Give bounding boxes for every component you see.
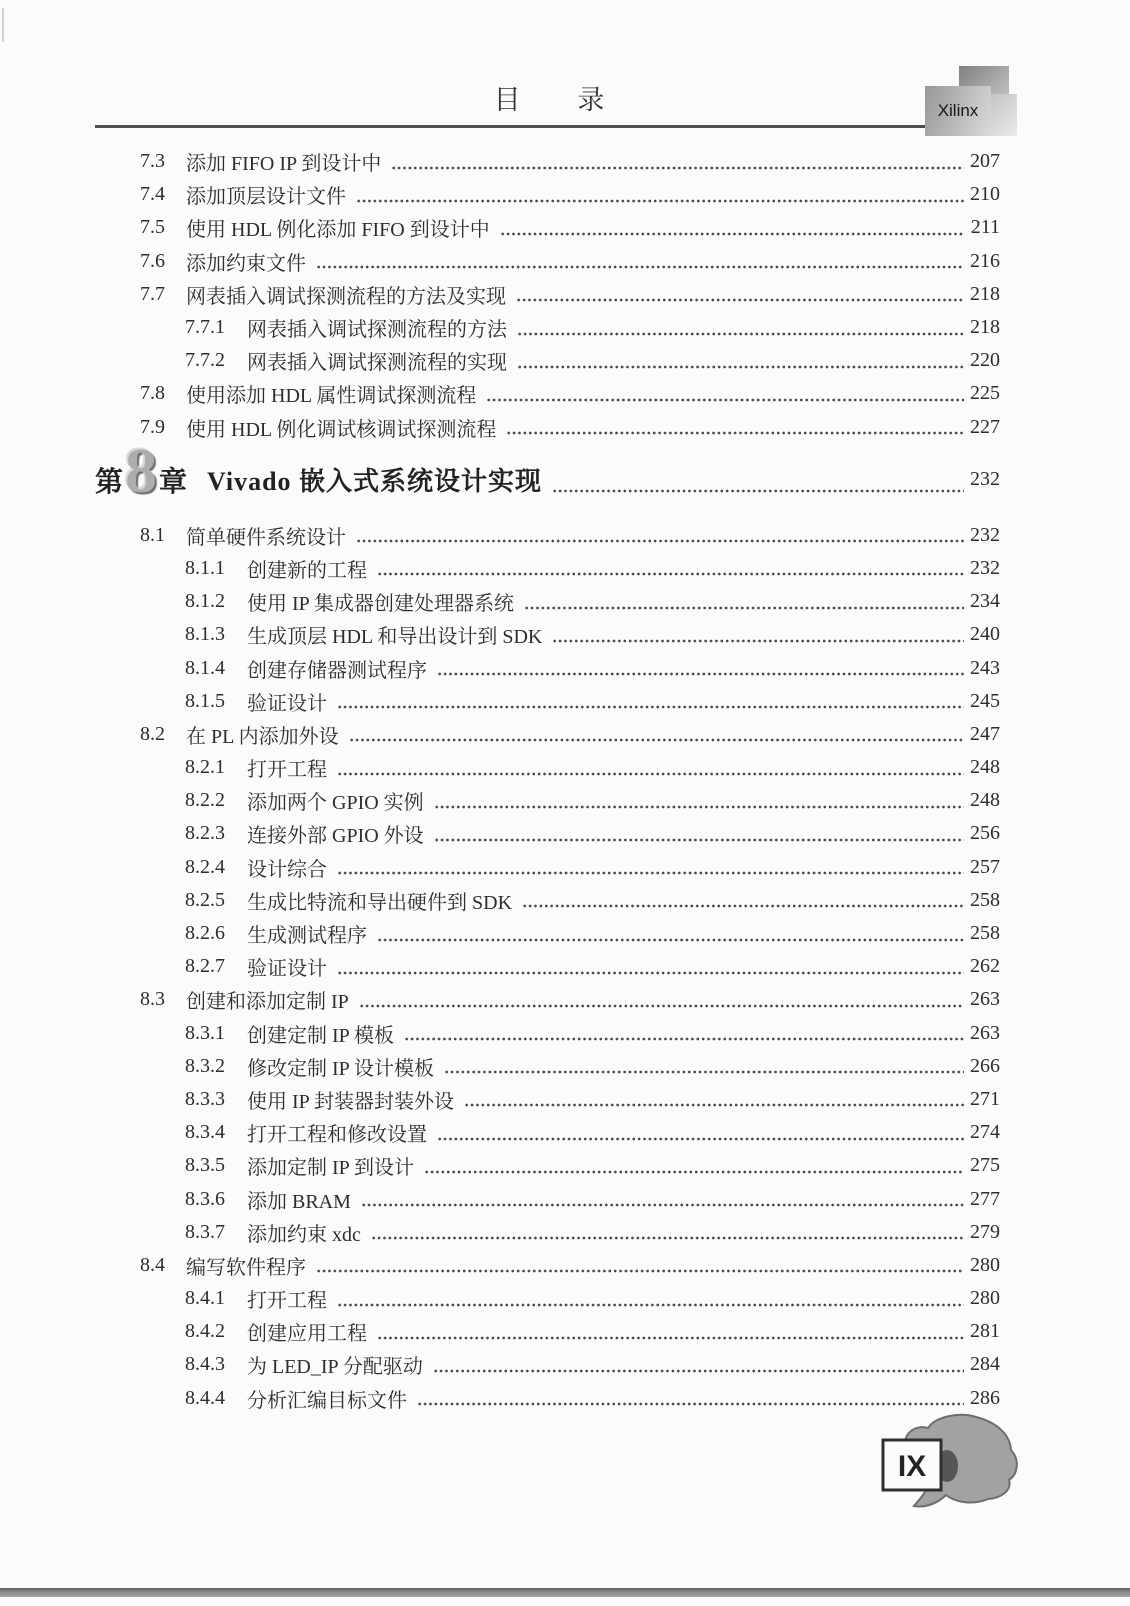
toc-entry-title: 创建存储器测试程序 [247, 659, 427, 682]
scan-edge-artifact [2, 8, 4, 42]
dotted-leader [517, 365, 964, 369]
dotted-leader [522, 904, 964, 908]
dotted-leader [337, 772, 964, 776]
toc-entry-page: 248 [970, 756, 1000, 779]
toc-entry-number: 8.3.7 [185, 1220, 225, 1243]
dotted-leader [506, 431, 964, 435]
toc-entry-title: 为 LED_IP 分配驱动 [247, 1356, 423, 1379]
toc-entry [95, 651, 1000, 684]
toc-entry-page: 258 [970, 922, 1000, 945]
toc-entry-number: 8.2.1 [185, 756, 225, 779]
toc-entry-page: 274 [970, 1121, 1000, 1144]
chapter-8-heading [95, 435, 1000, 511]
toc-content [95, 145, 1000, 1415]
dotted-leader [337, 1303, 964, 1307]
dotted-leader [361, 1203, 964, 1207]
toc-entry [95, 145, 1000, 178]
toc-entry-title: 使用 IP 封装器封装外设 [247, 1090, 455, 1113]
toc-entry-page: 279 [970, 1220, 1000, 1243]
dotted-leader [377, 938, 964, 942]
toc-entry-number: 8.4.3 [185, 1353, 225, 1376]
toc-entry-page: 225 [970, 382, 1000, 405]
dotted-leader [337, 871, 964, 875]
dotted-leader [433, 1369, 964, 1373]
toc-entry-number: 8.3.1 [185, 1021, 225, 1044]
page-number-hand-graphic [876, 1410, 1026, 1510]
dotted-leader [356, 199, 964, 203]
dotted-leader [464, 1103, 964, 1107]
dotted-leader [316, 1269, 964, 1273]
dotted-leader [337, 705, 964, 709]
toc-entry-page: 257 [970, 855, 1000, 878]
toc-entry-page: 234 [970, 590, 1000, 613]
toc-entry [95, 917, 1000, 950]
toc-entry-page: 243 [970, 656, 1000, 679]
toc-entry-page: 284 [970, 1353, 1000, 1376]
toc-entry-number: 7.5 [140, 216, 165, 239]
dotted-leader [377, 1336, 964, 1340]
toc-entry-title: 生成顶层 HDL 和导出设计到 SDK [247, 626, 543, 649]
dotted-leader [500, 232, 965, 236]
toc-entry-number: 8.3.2 [185, 1054, 225, 1077]
dotted-leader [437, 1137, 964, 1141]
toc-entry [95, 178, 1000, 211]
toc-entry-number: 8.3.5 [185, 1154, 225, 1177]
toc-entry-title: 设计综合 [247, 858, 327, 881]
toc-entry [95, 618, 1000, 651]
toc-entry-page: 256 [970, 822, 1000, 845]
toc-entry [95, 585, 1000, 618]
toc-entry [95, 718, 1000, 751]
logo-text: Xilinx [937, 101, 979, 120]
toc-entry [95, 1149, 1000, 1182]
toc-entry-title: 添加约束 xdc [247, 1223, 361, 1246]
toc-entry-title: 打开工程和修改设置 [247, 1124, 427, 1147]
toc-entry-page: 281 [970, 1320, 1000, 1343]
dotted-leader [444, 1070, 964, 1074]
toc-entry [95, 278, 1000, 311]
toc-entry-page: 286 [970, 1386, 1000, 1409]
toc-entry-title: 添加 BRAM [247, 1190, 351, 1213]
toc-entry-title: 验证设计 [247, 958, 327, 981]
toc-entry-number: 7.7 [140, 282, 165, 305]
toc-entry [95, 377, 1000, 410]
toc-entry-title: 创建定制 IP 模板 [247, 1024, 395, 1047]
toc-entry-title: 使用添加 HDL 属性调试探测流程 [186, 385, 477, 408]
toc-entry-number: 8.4 [140, 1253, 165, 1276]
toc-entry-title: 生成比特流和导出硬件到 SDK [247, 891, 513, 914]
toc-entry [95, 1348, 1000, 1381]
toc-entry-title: 创建和添加定制 IP [186, 991, 349, 1014]
toc-entry-title: 使用 HDL 例化调试核调试探测流程 [186, 418, 497, 441]
toc-entry-number: 7.3 [140, 150, 165, 173]
toc-entry-page: 232 [970, 523, 1000, 546]
toc-entry-title: 使用 IP 集成器创建处理器系统 [247, 593, 515, 616]
toc-entry-page: 277 [970, 1187, 1000, 1210]
dotted-leader [524, 606, 964, 610]
toc-entry [95, 1216, 1000, 1249]
toc-entry-page: 218 [970, 316, 1000, 339]
toc-entry-number: 8.3.4 [185, 1121, 225, 1144]
toc-entry-page: 266 [970, 1054, 1000, 1077]
toc-entry [95, 344, 1000, 377]
toc-entry-page: 262 [970, 955, 1000, 978]
toc-entry [95, 245, 1000, 278]
toc-entry [95, 983, 1000, 1016]
toc-entry-number: 8.4.1 [185, 1287, 225, 1310]
dotted-leader [316, 265, 964, 269]
toc-entry-title: 添加约束文件 [186, 252, 306, 275]
toc-entry-page: 258 [970, 888, 1000, 911]
dotted-leader [377, 572, 964, 576]
page-bottom-strip [0, 1588, 1130, 1597]
toc-entry-number: 8.1.2 [185, 590, 225, 613]
toc-entry-number: 8.1.3 [185, 623, 225, 646]
xilinx-logo [925, 66, 1020, 144]
dotted-leader [486, 398, 964, 402]
dotted-leader [424, 1170, 964, 1174]
toc-entry [95, 685, 1000, 718]
chapter-page: 232 [970, 468, 1000, 491]
dotted-leader [356, 539, 964, 543]
toc-entry-title: 打开工程 [247, 759, 327, 782]
toc-entry [95, 884, 1000, 917]
toc-entry-title: 添加顶层设计文件 [186, 186, 346, 209]
chapter-number-graphic: 8 [125, 435, 158, 507]
toc-entry-number: 8.1 [140, 523, 165, 546]
toc-entry-title: 打开工程 [247, 1290, 327, 1313]
toc-entry-title: 简单硬件系统设计 [186, 526, 346, 549]
toc-entry-number: 8.2.7 [185, 955, 225, 978]
chapter-suffix: 章 [159, 466, 188, 498]
toc-entry-page: 227 [970, 415, 1000, 438]
dotted-leader [434, 805, 964, 809]
toc-entry-title: 添加 FIFO IP 到设计中 [186, 153, 382, 176]
page-title: 目 录 [493, 85, 607, 115]
toc-entry [95, 211, 1000, 244]
toc-entry-page: 220 [970, 349, 1000, 372]
dotted-leader [371, 1236, 964, 1240]
toc-entry [95, 1282, 1000, 1315]
dotted-leader [437, 672, 964, 676]
chapter-prefix: 第 [95, 466, 124, 498]
header-rule [95, 125, 928, 128]
toc-entry [95, 411, 1000, 444]
toc-entry-title: 网表插入调试探测流程的实现 [247, 352, 507, 375]
toc-entry [95, 1182, 1000, 1215]
toc-entry-number: 8.2.3 [185, 822, 225, 845]
toc-entry-title: 添加两个 GPIO 实例 [247, 792, 424, 815]
dotted-leader [359, 1004, 964, 1008]
toc-entry [95, 552, 1000, 585]
toc-entry [95, 1083, 1000, 1116]
toc-entry-number: 8.3.6 [185, 1187, 225, 1210]
toc-entry-title: 网表插入调试探测流程的方法 [247, 319, 507, 342]
toc-entry [95, 1249, 1000, 1282]
toc-entry-page: 232 [970, 556, 1000, 579]
toc-entry-number: 7.8 [140, 382, 165, 405]
toc-entry-number: 8.2.6 [185, 922, 225, 945]
toc-entry-title: 使用 HDL 例化添加 FIFO 到设计中 [186, 219, 490, 242]
toc-entry-title: 生成测试程序 [247, 925, 367, 948]
toc-entry [95, 311, 1000, 344]
toc-entry-number: 8.1.5 [185, 689, 225, 712]
toc-entry-title: 连接外部 GPIO 外设 [247, 825, 424, 848]
toc-entry-page: 210 [970, 183, 1000, 206]
dotted-leader [404, 1037, 964, 1041]
toc-entry-page: 275 [970, 1154, 1000, 1177]
toc-entry-title: 分析汇编目标文件 [247, 1389, 407, 1412]
dotted-leader [434, 838, 964, 842]
dotted-leader [552, 639, 964, 643]
toc-entry-number: 7.4 [140, 183, 165, 206]
toc-entry-number: 7.7.1 [185, 316, 225, 339]
toc-entry-number: 7.9 [140, 415, 165, 438]
toc-entry-number: 8.3 [140, 988, 165, 1011]
toc-entry-number: 8.2.5 [185, 888, 225, 911]
toc-entry [95, 519, 1000, 552]
toc-entry-page: 263 [970, 1021, 1000, 1044]
toc-entry-title: 网表插入调试探测流程的方法及实现 [186, 285, 506, 308]
dotted-leader [516, 298, 964, 302]
toc-entry-page: 218 [970, 282, 1000, 305]
dotted-leader [391, 166, 964, 170]
toc-entry-page: 280 [970, 1253, 1000, 1276]
toc-entry-number: 8.4.4 [185, 1386, 225, 1409]
logo-square-front [925, 86, 991, 136]
toc-entry-page: 263 [970, 988, 1000, 1011]
toc-entry-number: 8.2.4 [185, 855, 225, 878]
toc-entry-title: 验证设计 [247, 692, 327, 715]
chapter-title: Vivado 嵌入式系统设计实现 [207, 467, 543, 497]
page-number: IX [897, 1450, 927, 1483]
toc-entry-page: 245 [970, 689, 1000, 712]
dotted-leader [417, 1402, 964, 1406]
toc-section-8 [95, 519, 1000, 1415]
toc-entry [95, 784, 1000, 817]
toc-section-7 [95, 145, 1000, 444]
toc-entry [95, 851, 1000, 884]
toc-entry [95, 1382, 1000, 1415]
toc-entry [95, 1017, 1000, 1050]
toc-entry-number: 8.4.2 [185, 1320, 225, 1343]
toc-entry-number: 8.3.3 [185, 1087, 225, 1110]
toc-entry-page: 207 [970, 150, 1000, 173]
toc-entry-page: 211 [970, 216, 1000, 239]
toc-entry [95, 751, 1000, 784]
toc-entry-number: 8.1.1 [185, 556, 225, 579]
toc-entry-page: 247 [970, 722, 1000, 745]
toc-entry-number: 8.2 [140, 722, 165, 745]
toc-entry [95, 817, 1000, 850]
toc-entry [95, 1315, 1000, 1348]
toc-entry-title: 编写软件程序 [186, 1256, 306, 1279]
toc-entry-number: 8.1.4 [185, 656, 225, 679]
toc-entry-title: 添加定制 IP 到设计 [247, 1157, 415, 1180]
toc-entry-page: 248 [970, 789, 1000, 812]
toc-entry-title: 创建新的工程 [247, 559, 367, 582]
dotted-leader [349, 738, 964, 742]
toc-entry-number: 7.6 [140, 249, 165, 272]
toc-entry-title: 在 PL 内添加外设 [186, 725, 339, 748]
toc-entry-page: 271 [970, 1087, 1000, 1110]
toc-entry-page: 216 [970, 249, 1000, 272]
toc-entry [95, 1050, 1000, 1083]
toc-entry-number: 8.2.2 [185, 789, 225, 812]
toc-entry-title: 创建应用工程 [247, 1323, 367, 1346]
toc-entry [95, 950, 1000, 983]
dotted-leader [517, 332, 964, 336]
toc-entry [95, 1116, 1000, 1149]
dotted-leader [337, 971, 964, 975]
dotted-leader [552, 489, 964, 493]
toc-entry-title: 修改定制 IP 设计模板 [247, 1057, 435, 1080]
toc-entry-number: 7.7.2 [185, 349, 225, 372]
toc-entry-page: 280 [970, 1287, 1000, 1310]
toc-entry-page: 240 [970, 623, 1000, 646]
